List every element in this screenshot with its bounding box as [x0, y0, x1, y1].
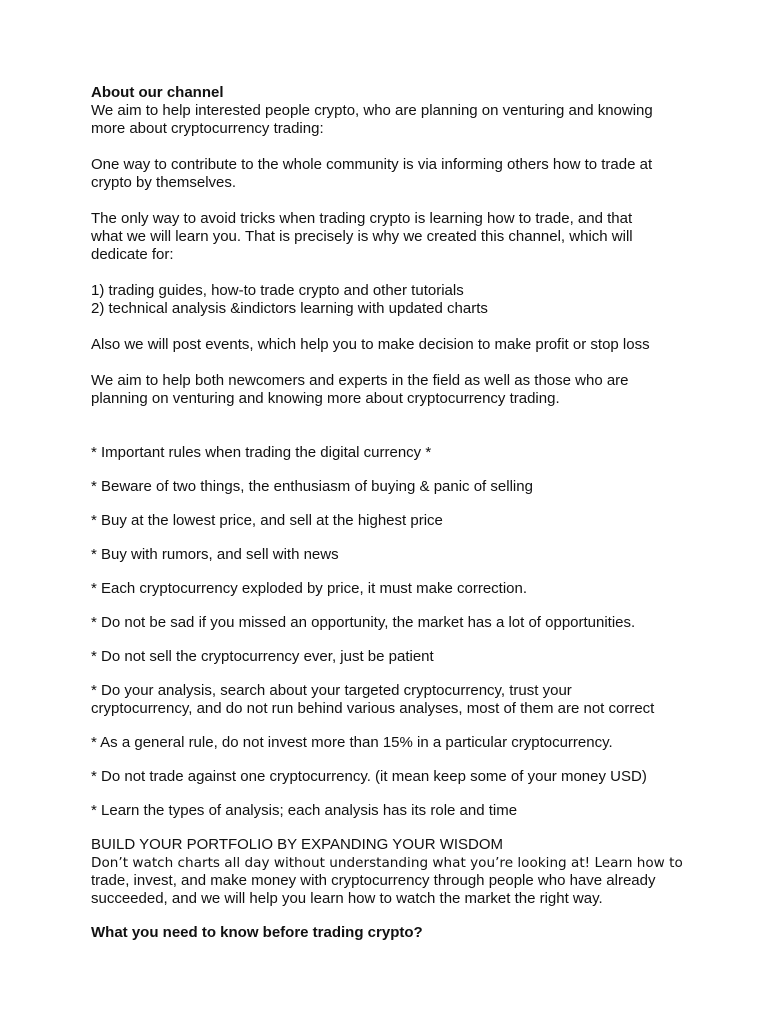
about-heading: About our channel — [91, 84, 224, 101]
about-paragraph-line: One way to contribute to the whole community is via informing others how to trade at — [91, 156, 653, 173]
rule-item: * Do not sell the cryptocurrency ever, just be patient — [91, 648, 434, 665]
about-paragraph-line: crypto by themselves. — [91, 174, 237, 191]
about-paragraph-line: Also we will post events, which help you to make decision to make profit or stop loss — [91, 336, 650, 353]
list-item: 2) technical analysis &indictors learning with updated charts — [91, 300, 488, 317]
about-paragraph-line: more about cryptocurrency trading: — [91, 120, 324, 137]
about-paragraph-line: We aim to help interested people crypto, who are planning on venturing and knowing — [91, 102, 653, 119]
rule-item: * Do not trade against one cryptocurrency. (it mean keep some of your money USD) — [91, 768, 647, 785]
rule-item: * Buy at the lowest price, and sell at the highest price — [91, 512, 443, 529]
rule-item: * Learn the types of analysis; each analysis has its role and time — [91, 802, 518, 819]
about-paragraph-line: what we will learn you. That is precisely is why we created this channel, which will — [91, 228, 633, 245]
about-paragraph-line: The only way to avoid tricks when trading crypto is learning how to trade, and that — [91, 210, 633, 227]
about-paragraph-line: planning on venturing and knowing more about cryptocurrency trading. — [91, 390, 560, 407]
portfolio-line: trade, invest, and make money with cryptocurrency through people who have already — [91, 872, 656, 889]
rule-item: * Buy with rumors, and sell with news — [91, 546, 339, 563]
portfolio-heading: BUILD YOUR PORTFOLIO BY EXPANDING YOUR WISDOM — [91, 836, 504, 853]
closing-question: What you need to know before trading crypto? — [91, 924, 423, 941]
rule-item: * Do not be sad if you missed an opportunity, the market has a lot of opportunities. — [91, 614, 636, 631]
rule-item: * Do your analysis, search about your targeted cryptocurrency, trust your — [91, 682, 572, 699]
rule-item-continuation: cryptocurrency, and do not run behind various analyses, most of them are not correct — [91, 700, 655, 717]
portfolio-line: succeeded, and we will help you learn how to watch the market the right way. — [91, 890, 603, 907]
about-paragraph-line: dedicate for: — [91, 246, 174, 263]
about-paragraph-line: We aim to help both newcomers and experts in the field as well as those who are — [91, 372, 629, 389]
rule-item: * Each cryptocurrency exploded by price, it must make correction. — [91, 580, 528, 597]
rule-item: * Beware of two things, the enthusiasm of buying & panic of selling — [91, 478, 533, 495]
list-item: 1) trading guides, how-to trade crypto and other tutorials — [91, 282, 464, 299]
rule-item: * As a general rule, do not invest more than 15% in a particular cryptocurrency. — [91, 734, 613, 751]
portfolio-line: Don’t watch charts all day without understanding what you’re looking at! Learn how to — [91, 855, 683, 871]
rules-title: * Important rules when trading the digital currency * — [91, 444, 432, 461]
